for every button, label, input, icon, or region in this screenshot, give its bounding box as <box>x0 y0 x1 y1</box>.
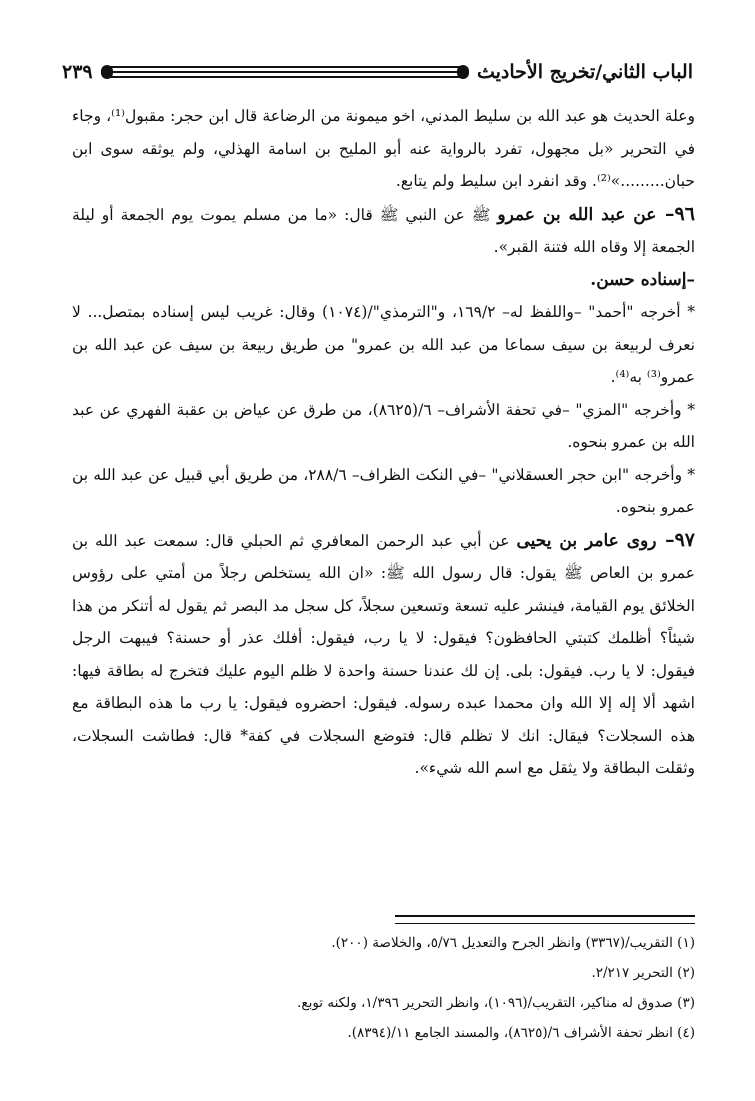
running-title: الباب الثاني/تخريج الأحاديث <box>476 61 693 83</box>
takhrij-mizzi: * وأخرجه "المزي" –في تحفة الأشراف– ٦/(٨٦٢٥)، من طرق عن عياض بن عقبة الفهري عن عبد الله بن عمرو بنحوه. <box>72 400 696 451</box>
takhrij-ibn-hajar: * وأخرجه "ابن حجر العسقلاني" –في النكت الظراف– ٢٨٨/٦، من طريق أبي قبيل عن عبد الله بن عمرو بنحوه. <box>72 465 695 516</box>
footnote-divider <box>395 915 695 924</box>
footnotes <box>72 928 695 1048</box>
footnote-1: (١) التقريب/(٣٣٦٧) وانظر الجرح والتعديل ٥/٧٦، والخلاصة (٢٠٠). <box>331 935 695 951</box>
footnote-2: (٢) التحرير ٢/٢١٧. <box>591 965 695 981</box>
hadith-text: ﷺ عن النبي ﷺ قال: «ما من مسلم يموت يوم الجمعة أو ليلة الجمعة إلا وقاه الله فتنة القبر». <box>72 205 695 256</box>
hadith-number: ٩٦– <box>656 202 695 225</box>
hadith-97 <box>72 524 695 785</box>
hadith-narrator: روى عامر بن يحيى <box>516 530 657 551</box>
paragraph-hadith-illa: وعلة الحديث هو عبد الله بن سليط المدني، اخو ميمونة من الرضاعة قال ابن حجر: مقبول⁽¹⁾، وجاء في التحرير «بل مجهول، تفرد بالرواية عنه أبو المليح بن اسامة الهذلي، ولم يوثقه سوى ابن حبان.........»⁽²⁾. وقد انفرد ابن سليط ولم يتابع. <box>72 107 695 190</box>
footnote-4: (٤) انظر تحفة الأشراف ٦/(٨٦٢٥)، والمسند الجامع ١١/(٨٣٩٤). <box>347 1025 695 1041</box>
header-ornament-rule <box>103 65 467 79</box>
main-text <box>72 100 695 785</box>
takhrij-ahmad: * أخرجه "أحمد" –واللفظ له– ١٦٩/٢، و"الترمذي"/(١٠٧٤) وقال: غريب ليس إسناده بمتصل... لا نعرف لربيعة بن سيف سماعا من عبد الله بن عمرو" من طريق ربيعة بن سيف عن عبد الله بن عمرو⁽³⁾ به⁽⁴⁾. <box>72 303 695 386</box>
hadith-text: عن أبي عبد الرحمن المعافري ثم الحبلي قال: سمعت عبد الله بن عمرو بن العاص ﷺ يقول: قال رسول الله ﷺ: «ان الله يستخلص رجلاً من أمتي على رؤوس الخلائق يوم القيامة، فينشر عليه تسعة وتسعين سجلاً، كل سجل مد البصر ثم يقول له أتنكر من هذا شيئاً؟ أظلمك كتبتي الحافظون؟ فيقول: لا يا رب، فيقول: أفلك عذر أو حسنة؟ فيبهت الرجل فيقول: لا يا رب. فيقول: بلى. إن لك عندنا حسنة واحدة لا ظلم اليوم عليك فتخرج له بطاقة فيها: اشهد ألا إله إلا الله وان محمدا عبده رسوله. فيقول: احضروه فيقول: يا رب ما هذه البطاقة مع هذه السجلات؟ فيقال: انك لا تظلم قال: فتوضع السجلات في كفة* قال: فطاشت السجلات، وثقلت البطاقة ولا يثقل مع اسم الله شيء». <box>72 531 695 777</box>
hadith-narrator: عن عبد الله بن عمرو <box>497 204 657 225</box>
page-header <box>52 50 703 94</box>
hadith-96 <box>72 198 695 264</box>
page-number: ٢٣٩ <box>62 61 93 83</box>
hadith-number: ٩٧– <box>656 528 696 551</box>
footnote-3: (٣) صدوق له مناكير، التقريب/(١٠٩٦)، وانظر التحرير ١/٣٩٦، ولكنه توبع. <box>297 995 695 1011</box>
isnad-grade: –إسناده حسن. <box>590 269 695 290</box>
